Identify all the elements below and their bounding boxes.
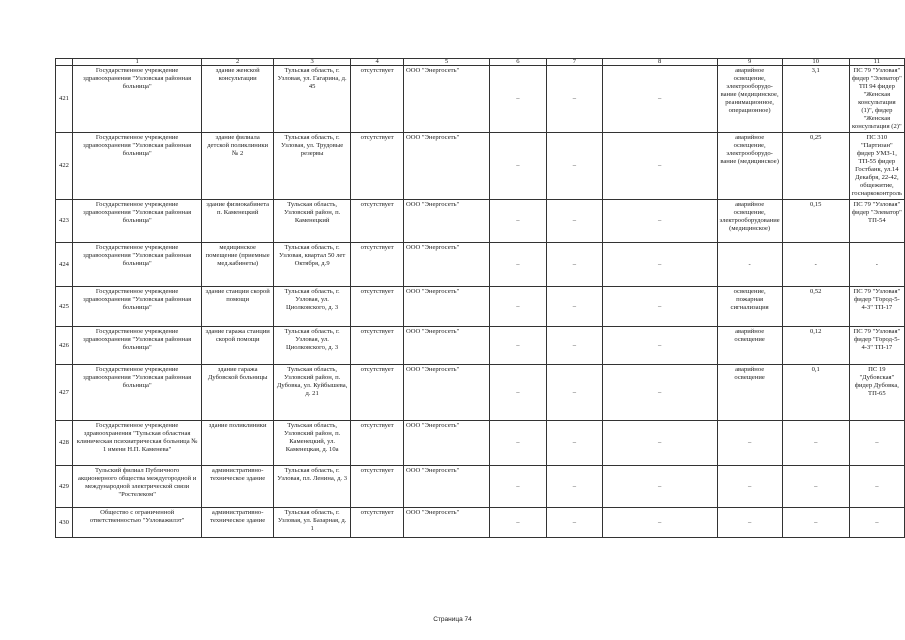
feeder-cell: – [849, 466, 904, 508]
table-row [56, 365, 905, 421]
feeder-cell: ПС 79 "Узловая" фидер "Элеватор" ТП 94 фидер "Женская консультация (1)", фидер "Женская консультация (2)" [849, 66, 904, 133]
col7-cell: – [546, 287, 602, 327]
col8-cell: – [602, 421, 717, 466]
header-cell: 1 [72, 59, 201, 66]
col6-cell: – [489, 421, 546, 466]
status-cell: отсутствует [351, 466, 404, 508]
equipment-cell: аварийное освещение [717, 327, 782, 365]
feeder-cell: - [849, 243, 904, 287]
supplier-cell: ООО "Энергосеть" [403, 287, 489, 327]
object-cell: здание поликлиники [202, 421, 274, 466]
row-number: 429 [56, 466, 73, 508]
table-row [56, 243, 905, 287]
supplier-cell: ООО "Энергосеть" [403, 421, 489, 466]
equipment-cell: – [717, 508, 782, 538]
address-cell: Тульская область, Узловский район, п. Каменецкий, ул. Каменецкая, д. 10а [273, 421, 350, 466]
row-number: 427 [56, 365, 73, 421]
col8-cell: – [602, 287, 717, 327]
row-number: 422 [56, 133, 73, 200]
feeder-cell: ПС 310 "Партизан" фидер УМЗ-1, ТП-55 фидер Гостбанк, ул.14 Декабря, 22-42, общежитие, госнаркоконтроль [849, 133, 904, 200]
address-cell: Тульская область, г. Узловая, ул. Циолковского, д. 3 [273, 287, 350, 327]
status-cell: отсутствует [351, 287, 404, 327]
status-cell: отсутствует [351, 421, 404, 466]
header-cell: 2 [202, 59, 274, 66]
equipment-cell: – [717, 466, 782, 508]
equipment-cell: аварийное освещение, электрооборудо-вание (медицинское) [717, 133, 782, 200]
equipment-cell: – [717, 421, 782, 466]
object-cell: административно-техническое здание [202, 508, 274, 538]
row-number: 424 [56, 243, 73, 287]
address-cell: Тульская область, г. Узловая, пл. Ленина, д. 3 [273, 466, 350, 508]
row-number: 425 [56, 287, 73, 327]
col6-cell: – [489, 287, 546, 327]
col8-cell: – [602, 243, 717, 287]
status-cell: отсутствует [351, 133, 404, 200]
header-row [56, 59, 905, 66]
status-cell: отсутствует [351, 200, 404, 243]
power-cell: – [782, 421, 849, 466]
col7-cell: – [546, 243, 602, 287]
address-cell: Тульская область, г. Узловая, ул. Гагарина, д. 45 [273, 66, 350, 133]
object-cell: здание гаража станции скорой помощи [202, 327, 274, 365]
status-cell: отсутствует [351, 365, 404, 421]
feeder-cell: – [849, 421, 904, 466]
col6-cell: – [489, 466, 546, 508]
col7-cell: – [546, 466, 602, 508]
object-cell: здание станции скорой помощи [202, 287, 274, 327]
organization-cell: Государственное учреждение здравоохранения "Узловская районная больница" [72, 287, 201, 327]
object-cell: здание гаража Дубовской больницы [202, 365, 274, 421]
col8-cell: – [602, 466, 717, 508]
feeder-cell: ПС 79 "Узловая" фидер "Элеватор" ТП-54 [849, 200, 904, 243]
address-cell: Тульская область, Узловский район, п. Дубовка, ул. Куйбышева, д. 21 [273, 365, 350, 421]
table-row [56, 421, 905, 466]
col8-cell: – [602, 327, 717, 365]
col7-cell: – [546, 421, 602, 466]
address-cell: Тульская область, г. Узловая, квартал 50 лет Октября, д.9 [273, 243, 350, 287]
supplier-cell: ООО "Энергосеть" [403, 365, 489, 421]
row-number: 423 [56, 200, 73, 243]
object-cell: здание филиала детской поликлиники № 2 [202, 133, 274, 200]
organization-cell: Государственное учреждение здравоохранения "Тульская областная клиническая психиатрическая больница № 1 имени Н.П. Каменева" [72, 421, 201, 466]
row-number: 430 [56, 508, 73, 538]
feeder-cell: ПС 79 "Узловая" фидер "Город-5-4-3" ТП-17 [849, 327, 904, 365]
register-table [55, 58, 905, 538]
equipment-cell: аварийное освещение [717, 365, 782, 421]
power-cell: 0,12 [782, 327, 849, 365]
col8-cell: – [602, 508, 717, 538]
table-row [56, 508, 905, 538]
object-cell: медицинское помещение (приемные мед.кабинеты) [202, 243, 274, 287]
supplier-cell: ООО "Энергосеть" [403, 133, 489, 200]
object-cell: административно-техническое здание [202, 466, 274, 508]
power-cell: - [782, 243, 849, 287]
supplier-cell: ООО "Энергосеть" [403, 243, 489, 287]
power-cell: 0,25 [782, 133, 849, 200]
supplier-cell: ООО "Энергосеть" [403, 327, 489, 365]
col6-cell: – [489, 200, 546, 243]
address-cell: Тульская область, г. Узловая, ул. Циолковского, д. 3 [273, 327, 350, 365]
header-cell: 3 [273, 59, 350, 66]
header-cell: 8 [602, 59, 717, 66]
header-cell: 11 [849, 59, 904, 66]
col6-cell: – [489, 327, 546, 365]
col6-cell: – [489, 365, 546, 421]
table-row [56, 133, 905, 200]
feeder-cell: ПС 79 "Узловая" фидер "Город-5-4-3" ТП-17 [849, 287, 904, 327]
power-cell: 0,52 [782, 287, 849, 327]
power-cell: 0,15 [782, 200, 849, 243]
col6-cell: – [489, 243, 546, 287]
table-row [56, 466, 905, 508]
equipment-cell: освещение, пожарная сигнализация [717, 287, 782, 327]
page-footer: Страница 74 [433, 616, 472, 623]
status-cell: отсутствует [351, 243, 404, 287]
address-cell: Тульская область, Узловский район, п. Каменецкий [273, 200, 350, 243]
col7-cell: – [546, 133, 602, 200]
supplier-cell: ООО "Энергосеть" [403, 66, 489, 133]
header-cell: 5 [403, 59, 489, 66]
col6-cell: – [489, 66, 546, 133]
equipment-cell: аварийное освещение, электрооборудование (медицинское) [717, 200, 782, 243]
col8-cell: – [602, 133, 717, 200]
col7-cell: – [546, 66, 602, 133]
supplier-cell: ООО "Энергосеть" [403, 508, 489, 538]
organization-cell: Государственное учреждение здравоохранения "Узловская районная больница" [72, 133, 201, 200]
status-cell: отсутствует [351, 66, 404, 133]
table-row [56, 327, 905, 365]
header-cell: 6 [489, 59, 546, 66]
organization-cell: Тульский филиал Публичного акционерного общества междугородной и международной электрической связи "Ростелеком" [72, 466, 201, 508]
col7-cell: – [546, 365, 602, 421]
table-row [56, 200, 905, 243]
header-cell: 4 [351, 59, 404, 66]
power-cell: 3,1 [782, 66, 849, 133]
equipment-cell: - [717, 243, 782, 287]
power-cell: 0,1 [782, 365, 849, 421]
row-number: 426 [56, 327, 73, 365]
col7-cell: – [546, 508, 602, 538]
object-cell: здание физиокабинета п. Каменецкий [202, 200, 274, 243]
col8-cell: – [602, 365, 717, 421]
organization-cell: Государственное учреждение здравоохранения "Узловская районная больница" [72, 200, 201, 243]
address-cell: Тульская область, г. Узловая, ул. Базарная, д. 1 [273, 508, 350, 538]
feeder-cell: ПС 19 "Дубовская" фидер Дубовка, ТП-65 [849, 365, 904, 421]
supplier-cell: ООО "Энергосеть" [403, 466, 489, 508]
col6-cell: – [489, 133, 546, 200]
header-cell-blank [56, 59, 73, 66]
object-cell: здание женской консультации [202, 66, 274, 133]
supplier-cell: ООО "Энергосеть" [403, 200, 489, 243]
header-cell: 9 [717, 59, 782, 66]
header-cell: 10 [782, 59, 849, 66]
header-cell: 7 [546, 59, 602, 66]
organization-cell: Государственное учреждение здравоохранения "Узловская районная больница" [72, 243, 201, 287]
power-cell: – [782, 466, 849, 508]
table-body [56, 66, 905, 538]
power-cell: – [782, 508, 849, 538]
equipment-cell: аварийное освещение, электрооборудо-вание (медицинское, реанимационное, операционное) [717, 66, 782, 133]
col8-cell: – [602, 200, 717, 243]
address-cell: Тульская область, г. Узловая, ул. Трудовые резервы [273, 133, 350, 200]
organization-cell: Государственное учреждение здравоохранения "Узловская районная больница" [72, 327, 201, 365]
status-cell: отсутствует [351, 508, 404, 538]
organization-cell: Государственное учреждение здравоохранения "Узловская районная больница" [72, 365, 201, 421]
organization-cell: Государственное учреждение здравоохранения "Узловская районная больница" [72, 66, 201, 133]
organization-cell: Общество с ограниченной ответственностью "Узловажилэт" [72, 508, 201, 538]
col7-cell: – [546, 327, 602, 365]
col8-cell: – [602, 66, 717, 133]
col7-cell: – [546, 200, 602, 243]
row-number: 428 [56, 421, 73, 466]
feeder-cell: – [849, 508, 904, 538]
status-cell: отсутствует [351, 327, 404, 365]
col6-cell: – [489, 508, 546, 538]
table-row [56, 66, 905, 133]
table-row [56, 287, 905, 327]
row-number: 421 [56, 66, 73, 133]
